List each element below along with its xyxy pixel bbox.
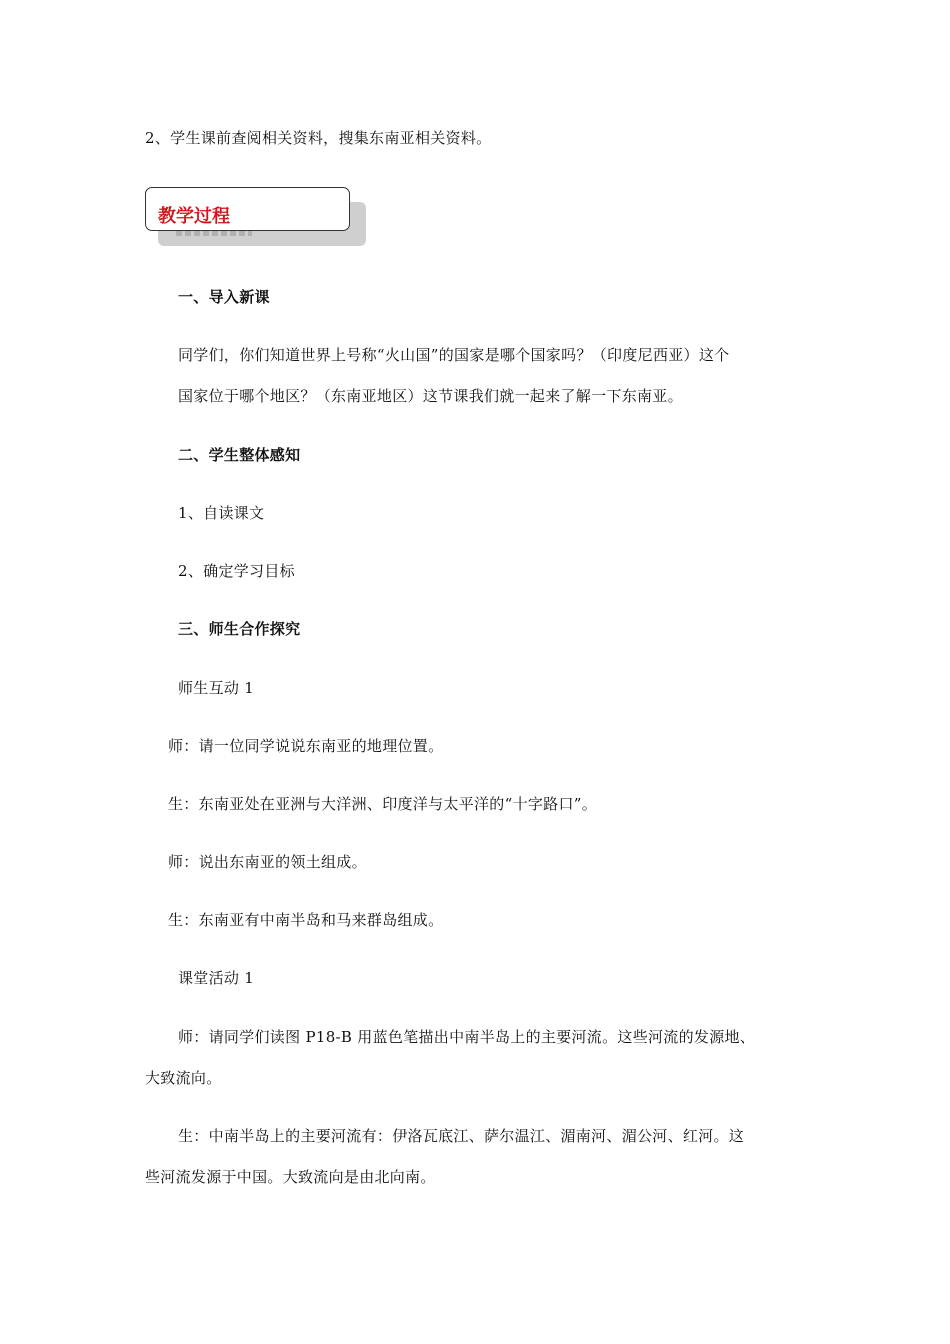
list-item: 2、确定学习目标 <box>178 562 295 580</box>
activity-answer-line2: 些河流发源于中国。大致流向是由北向南。 <box>145 1168 436 1186</box>
dialog-line: 生：东南亚处在亚洲与大洋洲、印度洋与太平洋的“十字路口”。 <box>168 795 598 813</box>
intro-paragraph-line1: 同学们，你们知道世界上号称“火山国”的国家是哪个国家吗？（印度尼西亚）这个 <box>178 346 730 364</box>
activity-answer-line1: 生：中南半岛上的主要河流有：伊洛瓦底江、萨尔温江、湄南河、湄公河、红河。这 <box>178 1127 745 1145</box>
banner-title: 教学过程 <box>158 206 230 227</box>
section-heading-exploration: 三、师生合作探究 <box>178 620 301 638</box>
activity-question-line2: 大致流向。 <box>145 1069 222 1087</box>
section-heading-perception: 二、学生整体感知 <box>178 446 301 464</box>
interaction-label: 师生互动 1 <box>178 679 255 697</box>
prep-item: 2、学生课前查阅相关资料，搜集东南亚相关资料。 <box>145 129 492 147</box>
activity-question-line1: 师：请同学们读图 P18-B 用蓝色笔描出中南半岛上的主要河流。这些河流的发源地、 <box>178 1028 756 1046</box>
list-item: 1、自读课文 <box>178 504 265 522</box>
section-heading-intro: 一、导入新课 <box>178 288 270 306</box>
activity-label: 课堂活动 1 <box>178 969 255 987</box>
dialog-line: 师：说出东南亚的领土组成。 <box>168 853 367 871</box>
dialog-line: 生：东南亚有中南半岛和马来群岛组成。 <box>168 911 444 929</box>
intro-paragraph-line2: 国家位于哪个地区？（东南亚地区）这节课我们就一起来了解一下东南亚。 <box>178 387 683 405</box>
dialog-line: 师：请一位同学说说东南亚的地理位置。 <box>168 737 444 755</box>
